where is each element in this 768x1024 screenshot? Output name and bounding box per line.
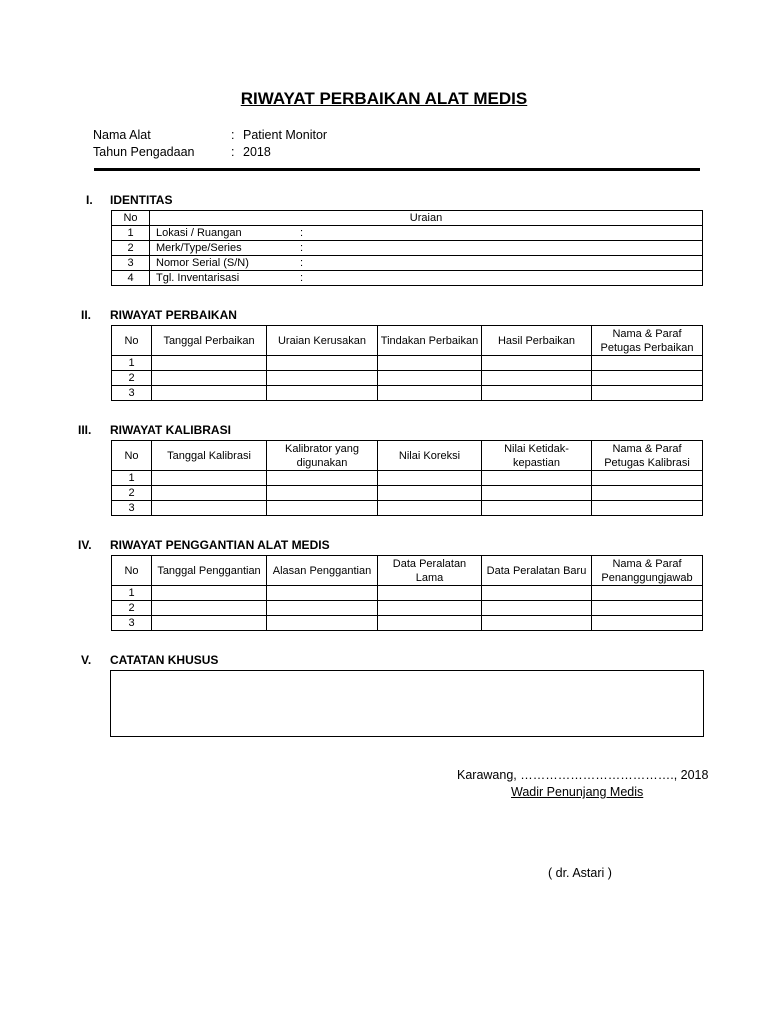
table-cell[interactable] <box>592 371 703 386</box>
table-cell[interactable] <box>267 501 378 516</box>
table-cell[interactable] <box>267 356 378 371</box>
table-cell[interactable] <box>482 471 592 486</box>
table-cell[interactable] <box>378 356 482 371</box>
table-cell[interactable] <box>482 371 592 386</box>
uraian-label: Merk/Type/Series <box>156 242 242 254</box>
section-title-catatan: CATATAN KHUSUS <box>110 653 219 667</box>
table-cell[interactable] <box>378 386 482 401</box>
col-header-no: No <box>112 211 150 226</box>
table-cell[interactable] <box>152 356 267 371</box>
row-number: 1 <box>112 226 150 241</box>
col-header-hasil: Hasil Perbaikan <box>482 326 592 356</box>
row-number: 3 <box>112 501 152 516</box>
table-cell[interactable] <box>482 601 592 616</box>
signature-position: Wadir Penunjang Medis <box>511 785 644 799</box>
section-number: I. <box>86 193 93 207</box>
table-cell[interactable] <box>267 601 378 616</box>
table-cell[interactable] <box>592 486 703 501</box>
table-cell[interactable] <box>152 586 267 601</box>
perbaikan-table <box>111 325 703 401</box>
table-row <box>112 256 703 271</box>
table-cell[interactable] <box>152 486 267 501</box>
table-cell[interactable] <box>152 471 267 486</box>
col-header-data-baru: Data Peralatan Baru <box>482 556 592 586</box>
row-number: 2 <box>112 486 152 501</box>
table-cell[interactable] <box>152 616 267 631</box>
meta-sep: : <box>231 145 235 159</box>
table-cell[interactable] <box>267 586 378 601</box>
table-cell[interactable] <box>378 471 482 486</box>
col-header-uraian-kerusakan: Uraian Kerusakan <box>267 326 378 356</box>
signature-place-date: Karawang, ………………………………., 2018 <box>457 768 709 782</box>
table-row <box>112 241 703 256</box>
section-number: V. <box>81 653 92 667</box>
uraian-cell[interactable] <box>150 256 703 271</box>
col-header-tindakan: Tindakan Perbaikan <box>378 326 482 356</box>
uraian-sep: : <box>300 227 304 239</box>
table-cell[interactable] <box>378 486 482 501</box>
table-cell[interactable] <box>378 601 482 616</box>
col-header-no: No <box>112 556 152 586</box>
table-cell[interactable] <box>592 616 703 631</box>
table-cell[interactable] <box>482 501 592 516</box>
col-header-petugas: Nama & Paraf Petugas Perbaikan <box>592 326 703 356</box>
col-header-no: No <box>112 326 152 356</box>
table-cell[interactable] <box>592 356 703 371</box>
col-header-tanggal: Tanggal Penggantian <box>152 556 267 586</box>
table-cell[interactable] <box>267 471 378 486</box>
table-cell[interactable] <box>482 616 592 631</box>
table-row <box>112 616 703 631</box>
table-cell[interactable] <box>378 616 482 631</box>
identitas-table <box>111 210 703 286</box>
section-number: II. <box>81 308 92 322</box>
uraian-label: Nomor Serial (S/N) <box>156 257 249 269</box>
table-row <box>112 371 703 386</box>
document-title: RIWAYAT PERBAIKAN ALAT MEDIS <box>240 89 528 108</box>
row-number: 4 <box>112 271 150 286</box>
row-number: 3 <box>112 256 150 271</box>
row-number: 2 <box>112 371 152 386</box>
col-header-uraian: Uraian <box>150 211 703 226</box>
meta-value-nama-alat: Patient Monitor <box>243 128 328 142</box>
table-row <box>112 356 703 371</box>
table-cell[interactable] <box>378 371 482 386</box>
table-cell[interactable] <box>267 486 378 501</box>
uraian-sep: : <box>300 272 304 284</box>
table-cell[interactable] <box>152 601 267 616</box>
col-header-nilai-koreksi: Nilai Koreksi <box>378 441 482 471</box>
table-cell[interactable] <box>592 501 703 516</box>
catatan-khusus-box[interactable] <box>110 670 704 737</box>
table-cell[interactable] <box>378 501 482 516</box>
meta-value-tahun-pengadaan: 2018 <box>243 145 271 159</box>
table-cell[interactable] <box>152 371 267 386</box>
meta-label-tahun-pengadaan: Tahun Pengadaan <box>93 145 195 159</box>
row-number: 2 <box>112 241 150 256</box>
row-number: 1 <box>112 356 152 371</box>
table-row <box>112 486 703 501</box>
table-cell[interactable] <box>267 371 378 386</box>
table-row <box>112 501 703 516</box>
col-header-data-lama: Data Peralatan Lama <box>378 556 482 586</box>
row-number: 1 <box>112 471 152 486</box>
row-number: 1 <box>112 586 152 601</box>
col-header-tanggal: Tanggal Kalibrasi <box>152 441 267 471</box>
uraian-sep: : <box>300 257 304 269</box>
table-cell[interactable] <box>152 386 267 401</box>
col-header-petugas: Nama & Paraf Petugas Kalibrasi <box>592 441 703 471</box>
table-cell[interactable] <box>152 501 267 516</box>
row-number: 3 <box>112 386 152 401</box>
row-number: 3 <box>112 616 152 631</box>
meta-sep: : <box>231 128 235 142</box>
col-header-ketidakpastian: Nilai Ketidak-kepastian <box>482 441 592 471</box>
uraian-cell[interactable] <box>150 241 703 256</box>
table-row <box>112 226 703 241</box>
table-cell[interactable] <box>482 586 592 601</box>
meta-label-nama-alat: Nama Alat <box>93 128 151 142</box>
penggantian-table <box>111 555 703 631</box>
table-cell[interactable] <box>267 386 378 401</box>
table-cell[interactable] <box>482 486 592 501</box>
col-header-penanggungjawab: Nama & Paraf Penanggungjawab <box>592 556 703 586</box>
table-cell[interactable] <box>482 356 592 371</box>
signature-name: ( dr. Astari ) <box>548 866 612 880</box>
table-row <box>112 386 703 401</box>
kalibrasi-table <box>111 440 703 516</box>
table-cell[interactable] <box>378 586 482 601</box>
section-number: IV. <box>78 538 92 552</box>
table-row <box>112 271 703 286</box>
col-header-kalibrator: Kalibrator yang digunakan <box>267 441 378 471</box>
table-row <box>112 471 703 486</box>
table-row <box>112 601 703 616</box>
section-title-penggantian: RIWAYAT PENGGANTIAN ALAT MEDIS <box>110 538 330 552</box>
section-title-identitas: IDENTITAS <box>110 193 173 207</box>
table-cell[interactable] <box>482 386 592 401</box>
table-cell[interactable] <box>267 616 378 631</box>
table-cell[interactable] <box>592 601 703 616</box>
table-cell[interactable] <box>592 471 703 486</box>
uraian-label: Lokasi / Ruangan <box>156 227 242 239</box>
col-header-tanggal: Tanggal Perbaikan <box>152 326 267 356</box>
col-header-alasan: Alasan Penggantian <box>267 556 378 586</box>
row-number: 2 <box>112 601 152 616</box>
uraian-label: Tgl. Inventarisasi <box>156 272 240 284</box>
table-cell[interactable] <box>592 586 703 601</box>
uraian-cell[interactable] <box>150 271 703 286</box>
table-row <box>112 586 703 601</box>
table-cell[interactable] <box>592 386 703 401</box>
uraian-sep: : <box>300 242 304 254</box>
header-divider <box>94 168 700 171</box>
uraian-cell[interactable] <box>150 226 703 241</box>
section-title-perbaikan: RIWAYAT PERBAIKAN <box>110 308 237 322</box>
section-number: III. <box>78 423 92 437</box>
col-header-no: No <box>112 441 152 471</box>
section-title-kalibrasi: RIWAYAT KALIBRASI <box>110 423 231 437</box>
